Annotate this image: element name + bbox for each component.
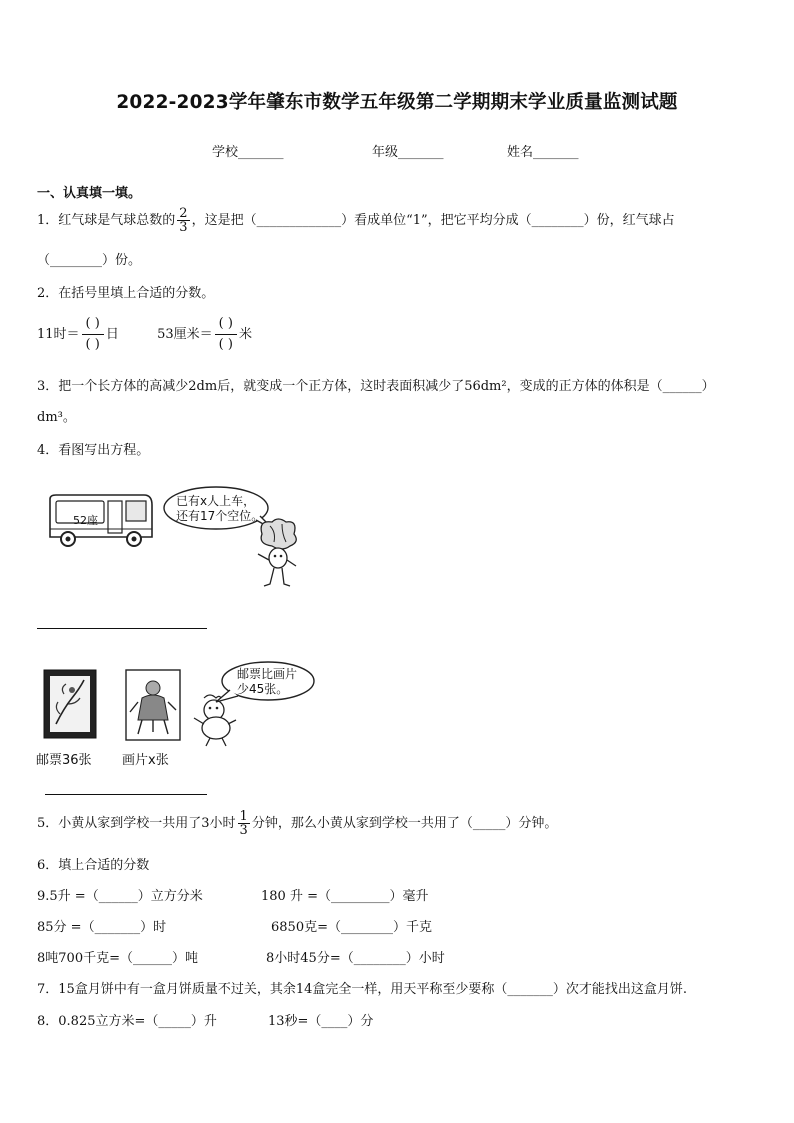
bus-illustration (44, 493, 158, 551)
q3-text-b: dm³。 (37, 410, 76, 425)
q4-answer-line-2[interactable] (45, 794, 207, 795)
q6-row2-right: 6850克=（________）千克 (271, 920, 432, 935)
question-8-right: 13秒=（____）分 (268, 1014, 374, 1029)
picture-card-illustration (124, 668, 182, 742)
bubble2-line1: 邮票比画片 (237, 667, 298, 681)
q5-text-a: 5．小黄从家到学校一共用了3小时 (37, 816, 236, 831)
q5-text-b: 分钟，那么小黄从家到学校一共用了（_____）分钟。 (251, 816, 558, 831)
page-title: 2022-2023学年肇东市数学五年级第二学期期末学业质量监测试题 (116, 92, 678, 113)
question-3: 3．把一个长方体的高减少2dm后，就变成一个正方体，这时表面积减少了56dm²，变成的正方体的体积是（______） (37, 379, 715, 394)
q5-frac-numerator: 1 (239, 809, 248, 824)
bubble2-line2: 少45张。 (237, 682, 289, 696)
q2-left-numerator[interactable]: ( ) (82, 315, 104, 335)
q2-right-unit: 米 (238, 327, 252, 342)
q2-right-prefix: 53厘米＝ (157, 327, 213, 342)
q6-row3-left: 8吨700千克=（______）吨 (37, 951, 198, 966)
q1-text-c: （________）份。 (37, 253, 142, 268)
q2-left-unit: 日 (105, 327, 119, 342)
q2-left-denominator[interactable]: ( ) (85, 337, 100, 352)
question-1 (37, 203, 675, 239)
q2-right-fraction[interactable] (215, 315, 237, 354)
q6-row3-right: 8小时45分=（________）小时 (266, 951, 445, 966)
question-4: 4．看图写出方程。 (37, 443, 150, 458)
q6-row1-left: 9.5升 =（______）立方分米 (37, 889, 203, 904)
q1-text-b: ，这是把（_____________）看成单位“1”，把它平均分成（________）份，红气球占 (191, 213, 675, 228)
school-field[interactable]: 学校_______ (212, 145, 284, 160)
card-caption: 画片x张 (122, 753, 169, 768)
q2-right-denominator[interactable]: ( ) (218, 337, 233, 352)
bubble1-line2: 还有17个空位。 (176, 509, 264, 523)
question-2: 2．在括号里填上合适的分数。 (37, 286, 215, 301)
grade-field[interactable]: 年级_______ (372, 145, 444, 160)
section-heading: 一、认真填一填。 (37, 186, 142, 201)
q1-frac-denominator: 3 (179, 220, 188, 235)
question-8-left: 8．0.825立方米=（_____）升 (37, 1014, 217, 1029)
q2-fractions (37, 315, 252, 355)
q2-right-numerator[interactable]: ( ) (215, 315, 237, 335)
bubble1-line1: 已有x人上车， (176, 494, 256, 508)
question-7: 7．15盒月饼中有一盒月饼质量不过关，其余14盒完全一样，用天平称至少要称（_______）次才能找出这盒月饼. (37, 982, 687, 997)
stamp-caption: 邮票36张 (36, 753, 92, 768)
q5-frac-denominator: 3 (239, 823, 248, 838)
q1-fraction (177, 207, 189, 234)
q6-row1-right: 180 升 =（_________）毫升 (261, 889, 429, 904)
q1-text-a: 1．红气球是气球总数的 (37, 213, 176, 228)
q1-frac-numerator: 2 (179, 206, 188, 221)
question-5 (37, 806, 557, 842)
name-field[interactable]: 姓名_______ (507, 145, 579, 160)
q6-row2-left: 85分 =（_______）时 (37, 920, 167, 935)
q5-fraction (238, 810, 250, 837)
bus-seat-label: 52座 (73, 514, 98, 527)
stamp-illustration (42, 668, 98, 740)
cabbage-character-icon (252, 516, 302, 588)
q2-left-prefix: 11时＝ (37, 327, 80, 342)
q4-answer-line-1[interactable] (37, 628, 207, 629)
question-6: 6．填上合适的分数 (37, 858, 150, 873)
q2-left-fraction[interactable] (82, 315, 104, 354)
